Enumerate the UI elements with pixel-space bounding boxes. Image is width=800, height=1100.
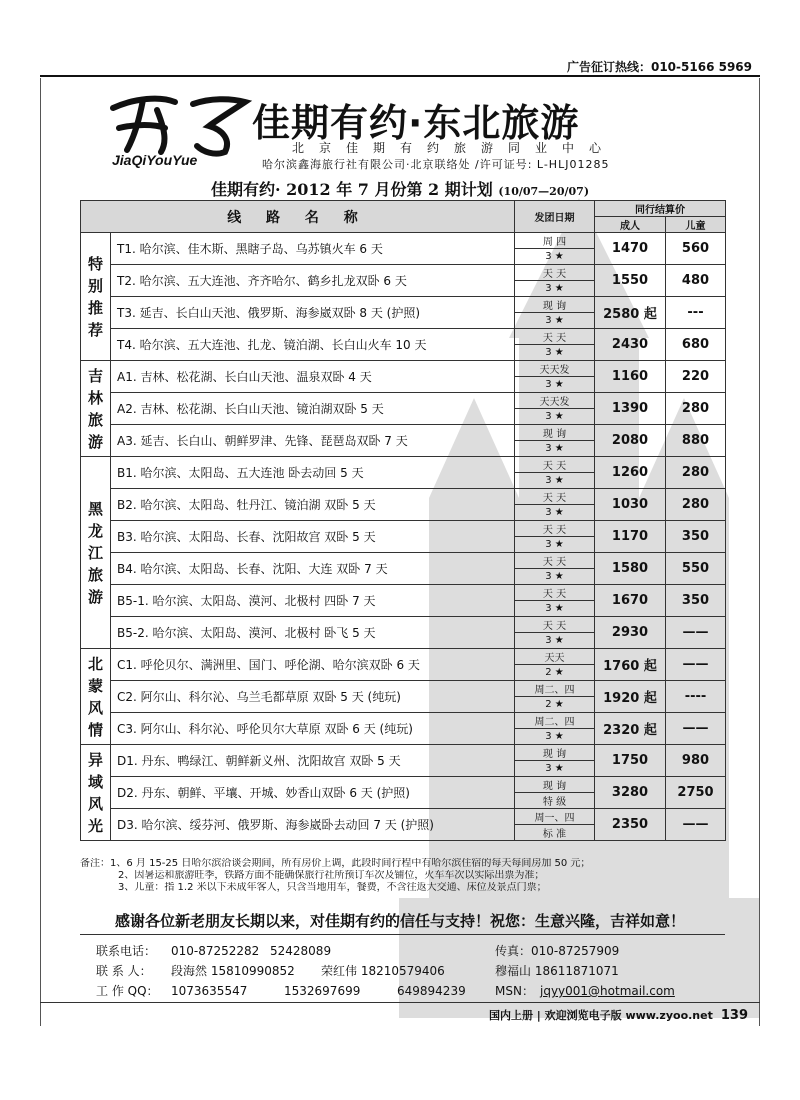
qq-2: 1532697699 bbox=[284, 984, 361, 998]
category-cell bbox=[81, 745, 111, 841]
category-char: 异 bbox=[87, 750, 103, 769]
departure-date: 周一、四 bbox=[515, 809, 595, 825]
table-row bbox=[81, 777, 726, 793]
route-name: C1. 呼伦贝尔、满洲里、国门、呼伦湖、哈尔滨双卧 6 天 bbox=[111, 649, 515, 681]
table-row bbox=[81, 585, 726, 601]
footer bbox=[489, 1007, 748, 1023]
note-line-1: 备注：1、6 月 15-25 日哈尔滨洽谈会期间，所有房价上调，此段时间行程中有哈尔滨住宿的每天每间房加 50 元； bbox=[80, 858, 591, 869]
departure-date: 天 天 bbox=[515, 553, 595, 569]
category-char: 蒙 bbox=[87, 676, 103, 695]
table-row bbox=[81, 297, 726, 313]
hotel-rank: 3 ★ bbox=[515, 505, 595, 521]
child-price: —— bbox=[666, 809, 726, 841]
table-row bbox=[81, 233, 726, 249]
top-rule bbox=[40, 75, 760, 77]
child-price: 350 bbox=[666, 585, 726, 617]
adult-price: 1760 起 bbox=[595, 649, 666, 681]
adult-price: 1390 bbox=[595, 393, 666, 425]
route-name: C3. 阿尔山、科尔沁、呼伦贝尔大草原 双卧 6 天 (纯玩) bbox=[111, 713, 515, 745]
category-cell bbox=[81, 649, 111, 745]
child-price: 680 bbox=[666, 329, 726, 361]
schedule-table bbox=[80, 200, 726, 841]
route-name: B5-2. 哈尔滨、太阳岛、漠河、北极村 卧飞 5 天 bbox=[111, 617, 515, 649]
schedule-body bbox=[81, 233, 726, 841]
adult-price: 1170 bbox=[595, 521, 666, 553]
category-char: 风 bbox=[87, 794, 103, 813]
category-char: 特 bbox=[87, 254, 103, 273]
child-price: 2750 bbox=[666, 777, 726, 809]
header-price: 同行结算价 bbox=[595, 201, 726, 217]
departure-date: 天 天 bbox=[515, 489, 595, 505]
contact-person-1: 段海然 15810990852 bbox=[171, 964, 295, 978]
header-route-name: 线 路 名 称 bbox=[81, 201, 515, 233]
table-row bbox=[81, 617, 726, 633]
table-row bbox=[81, 681, 726, 697]
brand-title: 佳期有约·东北旅游 bbox=[252, 101, 580, 145]
departure-date: 天 天 bbox=[515, 265, 595, 281]
adult-price: 1030 bbox=[595, 489, 666, 521]
route-name: B2. 哈尔滨、太阳岛、牡丹江、镜泊湖 双卧 5 天 bbox=[111, 489, 515, 521]
departure-date: 天 天 bbox=[515, 617, 595, 633]
adult-price: 3280 bbox=[595, 777, 666, 809]
departure-date: 天 天 bbox=[515, 585, 595, 601]
brand-subtitle: 北京佳期有约旅游同业中心 bbox=[292, 141, 617, 155]
hotel-rank: 特 级 bbox=[515, 793, 595, 809]
msn-label: MSN： bbox=[495, 984, 534, 998]
category-char: 游 bbox=[87, 432, 103, 451]
category-char: 吉 bbox=[87, 366, 103, 385]
adult-price: 2080 bbox=[595, 425, 666, 457]
phone-2: 52428089 bbox=[270, 944, 332, 958]
category-char: 旅 bbox=[87, 410, 103, 429]
hotel-rank: 3 ★ bbox=[515, 569, 595, 585]
route-name: B3. 哈尔滨、太阳岛、长春、沈阳故宫 双卧 5 天 bbox=[111, 521, 515, 553]
adult-price: 2430 bbox=[595, 329, 666, 361]
route-name: T1. 哈尔滨、佳木斯、黑瞎子岛、乌苏镇火车 6 天 bbox=[111, 233, 515, 265]
table-row bbox=[81, 329, 726, 345]
route-name: A1. 吉林、松花湖、长白山天池、温泉双卧 4 天 bbox=[111, 361, 515, 393]
child-price: 980 bbox=[666, 745, 726, 777]
adult-price: 2580 起 bbox=[595, 297, 666, 329]
header-child: 儿童 bbox=[666, 217, 726, 233]
table-row bbox=[81, 553, 726, 569]
calligraphy-logo-icon bbox=[105, 90, 255, 160]
category-char: 北 bbox=[87, 654, 103, 673]
qq-3: 649894239 bbox=[397, 984, 466, 998]
qq-1: 1073635547 bbox=[171, 984, 248, 998]
child-price: ---- bbox=[666, 681, 726, 713]
note-line-2: 2、因暑运和旅游旺季，铁路方面不能确保旅行社所预订车次及铺位，火车车次以实际出票为准； bbox=[118, 870, 545, 881]
departure-date: 周二、四 bbox=[515, 681, 595, 697]
hotel-rank: 3 ★ bbox=[515, 345, 595, 361]
adult-price: 1670 bbox=[595, 585, 666, 617]
table-row bbox=[81, 809, 726, 825]
child-price: 560 bbox=[666, 233, 726, 265]
adult-price: 1580 bbox=[595, 553, 666, 585]
category-char: 推 bbox=[87, 298, 103, 317]
hotel-rank: 3 ★ bbox=[515, 473, 595, 489]
hotel-rank: 3 ★ bbox=[515, 633, 595, 649]
header-departure-date: 发团日期 bbox=[515, 201, 595, 233]
child-price: —— bbox=[666, 649, 726, 681]
child-price: 280 bbox=[666, 489, 726, 521]
departure-date: 周二、四 bbox=[515, 713, 595, 729]
hotel-rank: 2 ★ bbox=[515, 697, 595, 713]
hotel-rank: 3 ★ bbox=[515, 249, 595, 265]
hotel-rank: 3 ★ bbox=[515, 537, 595, 553]
child-price: 880 bbox=[666, 425, 726, 457]
footer-text: 国内上册 | 欢迎浏览电子版 www.zyoo.net bbox=[488, 1009, 713, 1022]
plan-period: (10/07—20/07) bbox=[498, 185, 590, 198]
child-price: 280 bbox=[666, 393, 726, 425]
route-name: B5-1. 哈尔滨、太阳岛、漠河、北极村 四卧 7 天 bbox=[111, 585, 515, 617]
fax-number: 传真：010-87257909 bbox=[495, 944, 620, 958]
departure-date: 天天发 bbox=[515, 393, 595, 409]
table-row bbox=[81, 713, 726, 729]
hotel-rank: 3 ★ bbox=[515, 409, 595, 425]
contact-person-row bbox=[96, 962, 619, 979]
logo-latin-text: JiaQiYouYue bbox=[112, 152, 198, 168]
route-name: T3. 延吉、长白山天池、俄罗斯、海参崴双卧 8 天 (护照) bbox=[111, 297, 515, 329]
adult-price: 1920 起 bbox=[595, 681, 666, 713]
table-row bbox=[81, 457, 726, 473]
category-char: 林 bbox=[87, 388, 103, 407]
adult-price: 2350 bbox=[595, 809, 666, 841]
adult-price: 1260 bbox=[595, 457, 666, 489]
route-name: B1. 哈尔滨、太阳岛、五大连池 卧去动回 5 天 bbox=[111, 457, 515, 489]
departure-date: 天天 bbox=[515, 649, 595, 665]
route-name: A3. 延吉、长白山、朝鲜罗津、先锋、琵琶岛双卧 7 天 bbox=[111, 425, 515, 457]
departure-date: 现 询 bbox=[515, 777, 595, 793]
hotel-rank: 3 ★ bbox=[515, 729, 595, 745]
child-price: 550 bbox=[666, 553, 726, 585]
contact-person-3: 穆福山 18611871071 bbox=[495, 964, 619, 978]
category-char: 光 bbox=[87, 816, 103, 835]
adult-price: 1550 bbox=[595, 265, 666, 297]
child-price: --- bbox=[666, 297, 726, 329]
phone-label: 联系电话： bbox=[96, 944, 157, 958]
plan-title bbox=[0, 177, 800, 200]
hotel-rank: 标 准 bbox=[515, 825, 595, 841]
thanks-banner: 感谢各位新老朋友长期以来，对佳期有约的信任与支持！祝您：生意兴隆，吉祥如意！ bbox=[114, 912, 685, 930]
contact-person-2: 荣红伟 18210579406 bbox=[321, 964, 445, 978]
adult-price: 2320 起 bbox=[595, 713, 666, 745]
contact-phone-row bbox=[96, 942, 619, 959]
table-row bbox=[81, 649, 726, 665]
departure-date: 天 天 bbox=[515, 521, 595, 537]
child-price: 220 bbox=[666, 361, 726, 393]
departure-date: 现 询 bbox=[515, 745, 595, 761]
category-char: 别 bbox=[87, 276, 103, 295]
contact-qq-row bbox=[96, 982, 675, 999]
adult-price: 1160 bbox=[595, 361, 666, 393]
hotel-rank: 3 ★ bbox=[515, 313, 595, 329]
child-price: 280 bbox=[666, 457, 726, 489]
page-number: 139 bbox=[720, 1008, 748, 1023]
departure-date: 周 四 bbox=[515, 233, 595, 249]
route-name: T2. 哈尔滨、五大连池、齐齐哈尔、鹤乡扎龙双卧 6 天 bbox=[111, 265, 515, 297]
category-cell bbox=[81, 361, 111, 457]
table-row bbox=[81, 521, 726, 537]
route-name: T4. 哈尔滨、五大连池、扎龙、镜泊湖、长白山火车 10 天 bbox=[111, 329, 515, 361]
route-name: D2. 丹东、朝鲜、平壤、开城、妙香山双卧 6 天 (护照) bbox=[111, 777, 515, 809]
table-row bbox=[81, 489, 726, 505]
hotel-rank: 3 ★ bbox=[515, 441, 595, 457]
route-name: A2. 吉林、松花湖、长白山天池、镜泊湖双卧 5 天 bbox=[111, 393, 515, 425]
note-line-3: 3、儿童：指 1.2 米以下未成年客人，只含当地用车，餐费，不含往返大交通、床位及景点门票； bbox=[118, 882, 547, 893]
adult-price: 1470 bbox=[595, 233, 666, 265]
qq-label: 工 作 QQ： bbox=[96, 984, 159, 998]
table-row bbox=[81, 361, 726, 377]
hotel-rank: 3 ★ bbox=[515, 761, 595, 777]
table-row bbox=[81, 425, 726, 441]
adult-price: 1750 bbox=[595, 745, 666, 777]
adult-price: 2930 bbox=[595, 617, 666, 649]
route-name: D3. 哈尔滨、绥芬河、俄罗斯、海参崴卧去动回 7 天 (护照) bbox=[111, 809, 515, 841]
category-char: 荐 bbox=[87, 320, 103, 339]
plan-title-text: 佳期有约· 2012 年 7 月份第 2 期计划 bbox=[210, 180, 493, 199]
ad-hotline: 广告征订热线：010-5166 5969 bbox=[566, 60, 752, 74]
route-name: B4. 哈尔滨、太阳岛、长春、沈阳、大连 双卧 7 天 bbox=[111, 553, 515, 585]
msn-address[interactable]: jqyy001@hotmail.com bbox=[540, 984, 675, 998]
departure-date: 天 天 bbox=[515, 329, 595, 345]
child-price: 350 bbox=[666, 521, 726, 553]
notes bbox=[80, 858, 725, 894]
phone-1: 010-87252282 bbox=[171, 944, 260, 958]
bottom-rule bbox=[40, 1002, 760, 1003]
hotel-rank: 2 ★ bbox=[515, 665, 595, 681]
table-row bbox=[81, 745, 726, 761]
departure-date: 现 询 bbox=[515, 425, 595, 441]
header-adult: 成人 bbox=[595, 217, 666, 233]
route-name: D1. 丹东、鸭绿江、朝鲜新义州、沈阳故宫 双卧 5 天 bbox=[111, 745, 515, 777]
agency-license-line: 哈尔滨鑫海旅行社有限公司·北京联络处 /许可证号: L-HLJ01285 bbox=[262, 158, 610, 171]
table-row bbox=[81, 265, 726, 281]
category-cell bbox=[81, 233, 111, 361]
contact-rule bbox=[80, 934, 725, 935]
hotel-rank: 3 ★ bbox=[515, 377, 595, 393]
child-price: —— bbox=[666, 713, 726, 745]
hotel-rank: 3 ★ bbox=[515, 281, 595, 297]
category-char: 龙 bbox=[87, 521, 103, 540]
table-row bbox=[81, 393, 726, 409]
category-char: 江 bbox=[87, 543, 103, 562]
category-char: 风 bbox=[87, 698, 103, 717]
category-char: 域 bbox=[87, 772, 103, 791]
category-char: 黑 bbox=[87, 499, 103, 518]
child-price: —— bbox=[666, 617, 726, 649]
category-char: 游 bbox=[87, 587, 103, 606]
category-cell bbox=[81, 457, 111, 649]
person-label: 联 系 人： bbox=[96, 964, 152, 978]
route-name: C2. 阿尔山、科尔沁、乌兰毛都草原 双卧 5 天 (纯玩) bbox=[111, 681, 515, 713]
child-price: 480 bbox=[666, 265, 726, 297]
hotel-rank: 3 ★ bbox=[515, 601, 595, 617]
departure-date: 现 询 bbox=[515, 297, 595, 313]
departure-date: 天 天 bbox=[515, 457, 595, 473]
category-char: 旅 bbox=[87, 565, 103, 584]
category-char: 情 bbox=[87, 720, 103, 739]
departure-date: 天天发 bbox=[515, 361, 595, 377]
